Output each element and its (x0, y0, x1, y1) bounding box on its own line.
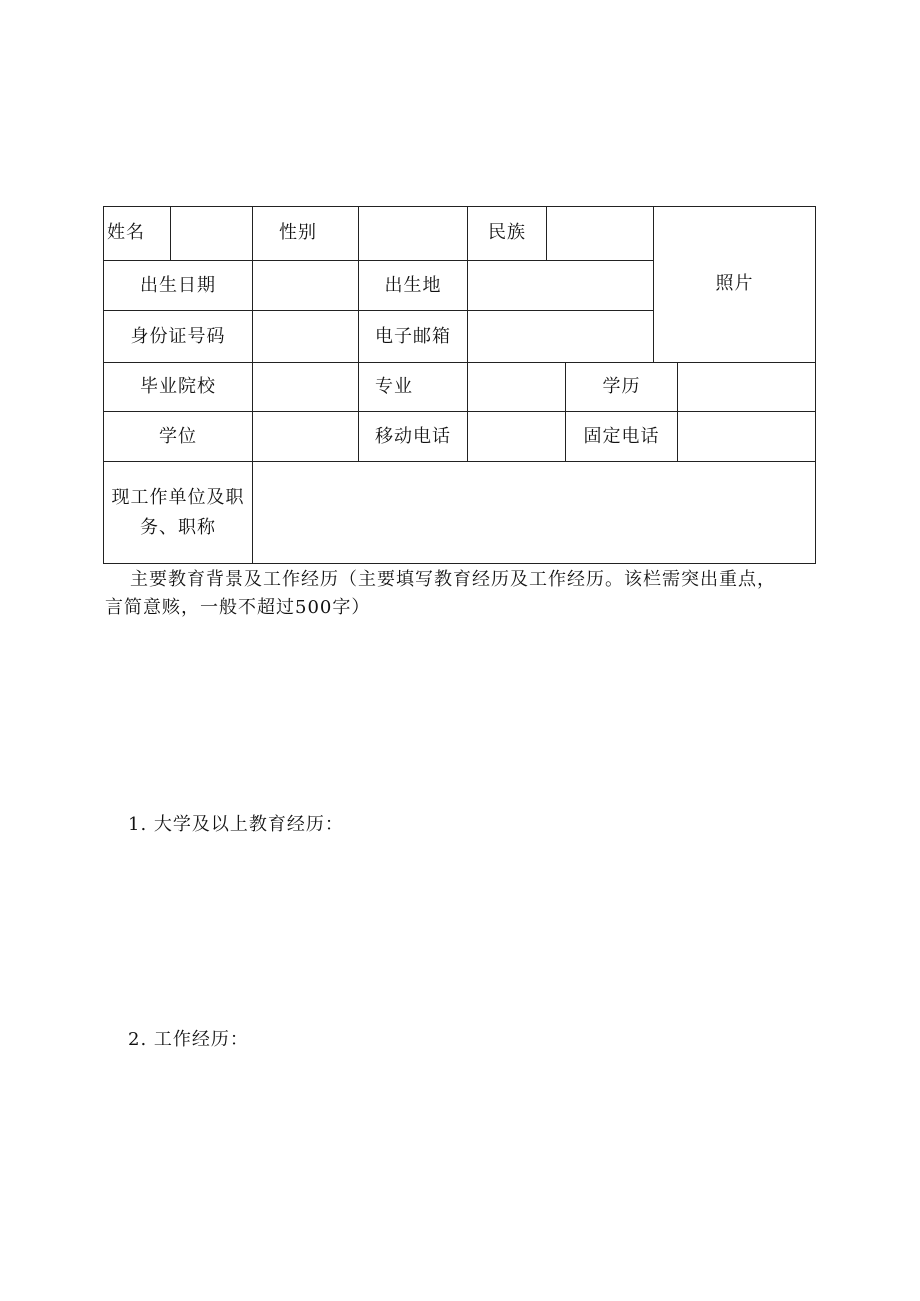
birthplace-field[interactable] (468, 261, 653, 310)
education-label: 学历 (602, 376, 641, 397)
mobile-field[interactable] (468, 412, 565, 461)
school-field[interactable] (253, 363, 358, 411)
mobile-label: 移动电话 (375, 425, 451, 447)
table-border-right (815, 206, 816, 564)
landline-field[interactable] (678, 412, 815, 461)
major-field[interactable] (468, 363, 565, 411)
gender-field[interactable] (359, 206, 467, 260)
name-label: 姓名 (107, 222, 145, 243)
email-field[interactable] (468, 311, 653, 362)
gender-label: 性别 (279, 222, 317, 243)
birthplace-label: 出生地 (384, 274, 442, 296)
landline-label: 固定电话 (583, 425, 660, 447)
education-field[interactable] (678, 363, 815, 411)
birth-date-label: 出生日期 (140, 274, 216, 296)
id-number-field[interactable] (253, 311, 358, 362)
education-history-area[interactable] (103, 845, 816, 1015)
instructions-line-2: 言简意赅，一般不超过500字） (105, 597, 371, 618)
photo-box[interactable]: 照片 (715, 273, 754, 294)
current-job-label: 现工作单位及职务、职称 (111, 486, 245, 538)
degree-label: 学位 (159, 425, 197, 447)
email-label: 电子邮箱 (375, 325, 451, 347)
education-history-heading: 1. 大学及以上教育经历： (128, 814, 344, 835)
id-number-label: 身份证号码 (130, 325, 226, 347)
work-history-area[interactable] (103, 1060, 816, 1260)
work-history-heading: 2. 工作经历： (128, 1029, 249, 1050)
current-job-label-cell (104, 462, 252, 563)
ethnicity-field[interactable] (547, 206, 653, 260)
major-label: 专业 (375, 376, 413, 397)
current-job-field[interactable] (253, 462, 815, 563)
instructions-line-1: 主要教育背景及工作经历（主要填写教育经历及工作经历。该栏需突出重点， (130, 569, 776, 590)
ethnicity-label: 民族 (488, 222, 526, 243)
school-label: 毕业院校 (140, 376, 216, 397)
table-border-bottom (103, 563, 816, 564)
name-field[interactable] (171, 206, 252, 260)
degree-field[interactable] (253, 412, 358, 461)
birth-date-field[interactable] (253, 261, 358, 310)
